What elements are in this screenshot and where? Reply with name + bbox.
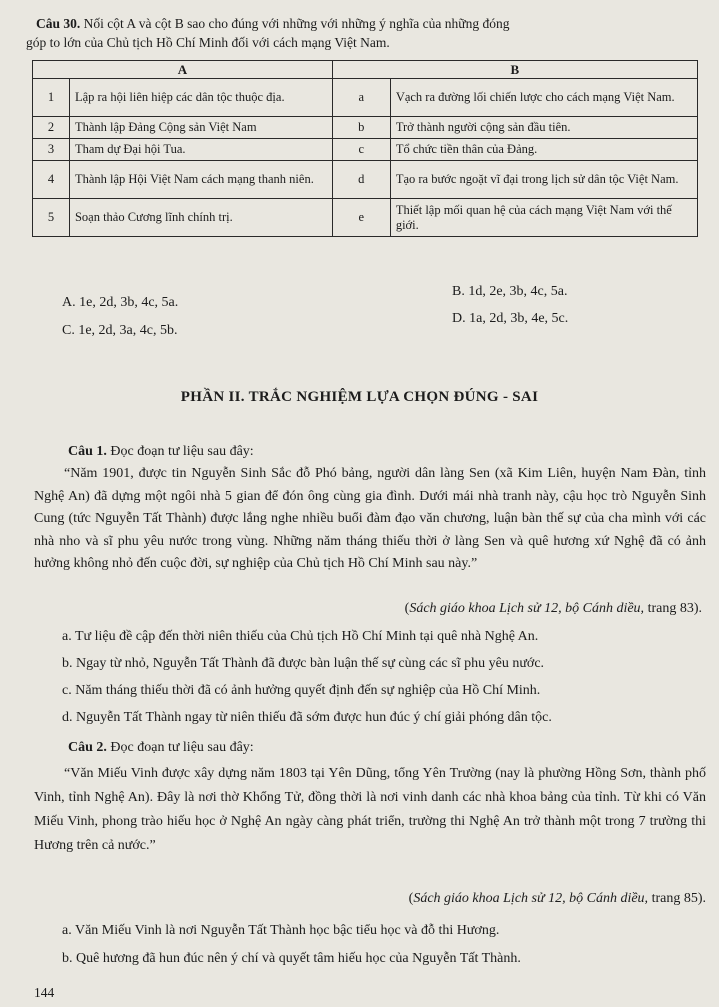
question-1-label: Câu 1. <box>68 444 107 459</box>
question-2-source <box>36 888 706 911</box>
statement-1a: a. Tư liệu đề cập đến thời niên thiếu của Chủ tịch Hồ Chí Minh tại quê nhà Nghệ An. <box>62 629 539 644</box>
column-b-cell: Tổ chức tiền thân của Đảng. <box>390 139 697 161</box>
question-30-text-line2: góp to lớn của Chủ tịch Hồ Chí Minh đối với cách mạng Việt Nam. <box>26 35 390 50</box>
row-number: 1 <box>33 79 70 117</box>
source-open-paren: ( <box>408 891 414 906</box>
statement-1d: d. Nguyễn Tất Thành ngay từ niên thiếu đã sớm được hun đúc ý chí giải phóng dân tộc. <box>62 710 552 725</box>
source-title: Sách giáo khoa Lịch sử 12, bộ Cánh diều, <box>413 891 649 906</box>
table-row <box>33 161 698 199</box>
column-b-cell: Vạch ra đường lối chiến lược cho cách mạng Việt Nam. <box>390 79 697 117</box>
column-a-cell: Lập ra hội liên hiệp các dân tộc thuộc địa. <box>69 79 332 117</box>
section-2-title: PHẦN II. TRẮC NGHIỆM LỰA CHỌN ĐÚNG - SAI <box>180 389 539 405</box>
column-a-header: A <box>33 61 333 79</box>
option-d: D. 1a, 2d, 3b, 4e, 5c. <box>452 311 569 326</box>
table-row <box>33 199 698 237</box>
column-b-cell: Trở thành người cộng sản đầu tiên. <box>390 117 697 139</box>
source-page: trang 83). <box>644 601 702 616</box>
row-letter: d <box>332 161 390 199</box>
row-number: 5 <box>33 199 70 237</box>
column-b-cell: Thiết lập mối quan hệ của cách mạng Việt Nam với thế giới. <box>390 199 697 237</box>
source-title: Sách giáo khoa Lịch sử 12, bộ Cánh diều, <box>409 601 645 616</box>
table-row <box>33 117 698 139</box>
matching-table <box>32 60 698 237</box>
question-30-label: Câu 30. <box>36 16 81 31</box>
row-letter: e <box>332 199 390 237</box>
table-header-row <box>33 61 698 79</box>
row-letter: a <box>332 79 390 117</box>
table-row <box>33 139 698 161</box>
question-2-instruction: Đọc đoạn tư liệu sau đây: <box>110 740 254 755</box>
source-open-paren: ( <box>404 601 410 616</box>
option-a: A. 1e, 2d, 3b, 4c, 5a. <box>62 295 179 310</box>
statement-2a: a. Văn Miếu Vinh là nơi Nguyễn Tất Thành học bậc tiểu học và đỗ thi Hương. <box>62 923 500 938</box>
question-2-heading <box>68 737 698 760</box>
row-letter: b <box>332 117 390 139</box>
row-number: 4 <box>33 161 70 199</box>
column-a-cell: Soạn thảo Cương lĩnh chính trị. <box>69 199 332 237</box>
question-1-source <box>36 598 702 621</box>
row-number: 3 <box>33 139 70 161</box>
source-page: trang 85). <box>648 891 706 906</box>
question-1-heading <box>68 441 698 464</box>
question-30-prompt <box>36 14 708 33</box>
row-letter: c <box>332 139 390 161</box>
statement-2b: b. Quê hương đã hun đúc nên ý chí và quyết tâm hiếu học của Nguyễn Tất Thành. <box>62 951 521 966</box>
page-number: 144 <box>34 985 55 1000</box>
option-c: C. 1e, 2d, 3a, 4c, 5b. <box>62 323 178 338</box>
question-2-label: Câu 2. <box>68 740 107 755</box>
column-a-cell: Tham dự Đại hội Tua. <box>69 139 332 161</box>
question-30-text-line1: Nối cột A và cột B sao cho đúng với những với những ý nghĩa của những đóng <box>83 16 510 31</box>
column-b-header: B <box>332 61 697 79</box>
option-b: B. 1d, 2e, 3b, 4c, 5a. <box>452 284 568 299</box>
row-number: 2 <box>33 117 70 139</box>
column-a-cell: Thành lập Đảng Cộng sản Việt Nam <box>69 117 332 139</box>
statement-1b: b. Ngay từ nhỏ, Nguyễn Tất Thành đã được bàn luận thế sự cùng các sĩ phu yêu nước. <box>62 656 545 671</box>
statement-1c: c. Năm tháng thiếu thời đã có ảnh hưởng quyết định đến sự nghiệp của Hồ Chí Minh. <box>62 683 541 698</box>
column-a-cell: Thành lập Hội Việt Nam cách mạng thanh niên. <box>69 161 332 199</box>
question-2-quote: “Văn Miếu Vinh được xây dựng năm 1803 tại Yên Dũng, tổng Yên Trường (nay là phường Hồng Sơn, thành phố Vinh, tỉnh Nghệ An). Đây là nơi thờ Khổng Tử, đồng thời là nơi vinh danh các nhà khoa bảng của tỉnh. Từ khi có Văn Miếu Vinh, phong trào hiếu học ở Nghệ An ngày càng phát triển, trường thi Nghệ An trở thành một trong 7 trường thi Hương trên cả nước.” <box>34 766 706 853</box>
question-1-quote: “Năm 1901, được tin Nguyễn Sinh Sắc đỗ Phó bảng, người dân làng Sen (xã Kim Liên, huyện Nam Đàn, tỉnh Nghệ An) đã dựng một ngôi nhà 5 gian để đón ông cùng gia đình. Dưới mái nhà tranh này, cậu học trò Nguyễn Sinh Cung (tức Nguyễn Tất Thành) được lắng nghe nhiều buổi đàm đạo văn chương, luận bàn thế sự của cha mình với các nhà nho và sĩ phu yêu nước trong vùng. Những năm tháng thiếu thời ở làng Sen và quê hương xứ Nghệ đã có ảnh hưởng không nhỏ đến cuộc đời, sự nghiệp của Chủ tịch Hồ Chí Minh sau này.” <box>34 466 706 571</box>
question-1-instruction: Đọc đoạn tư liệu sau đây: <box>110 444 254 459</box>
table-row <box>33 79 698 117</box>
column-b-cell: Tạo ra bước ngoặt vĩ đại trong lịch sử dân tộc Việt Nam. <box>390 161 697 199</box>
